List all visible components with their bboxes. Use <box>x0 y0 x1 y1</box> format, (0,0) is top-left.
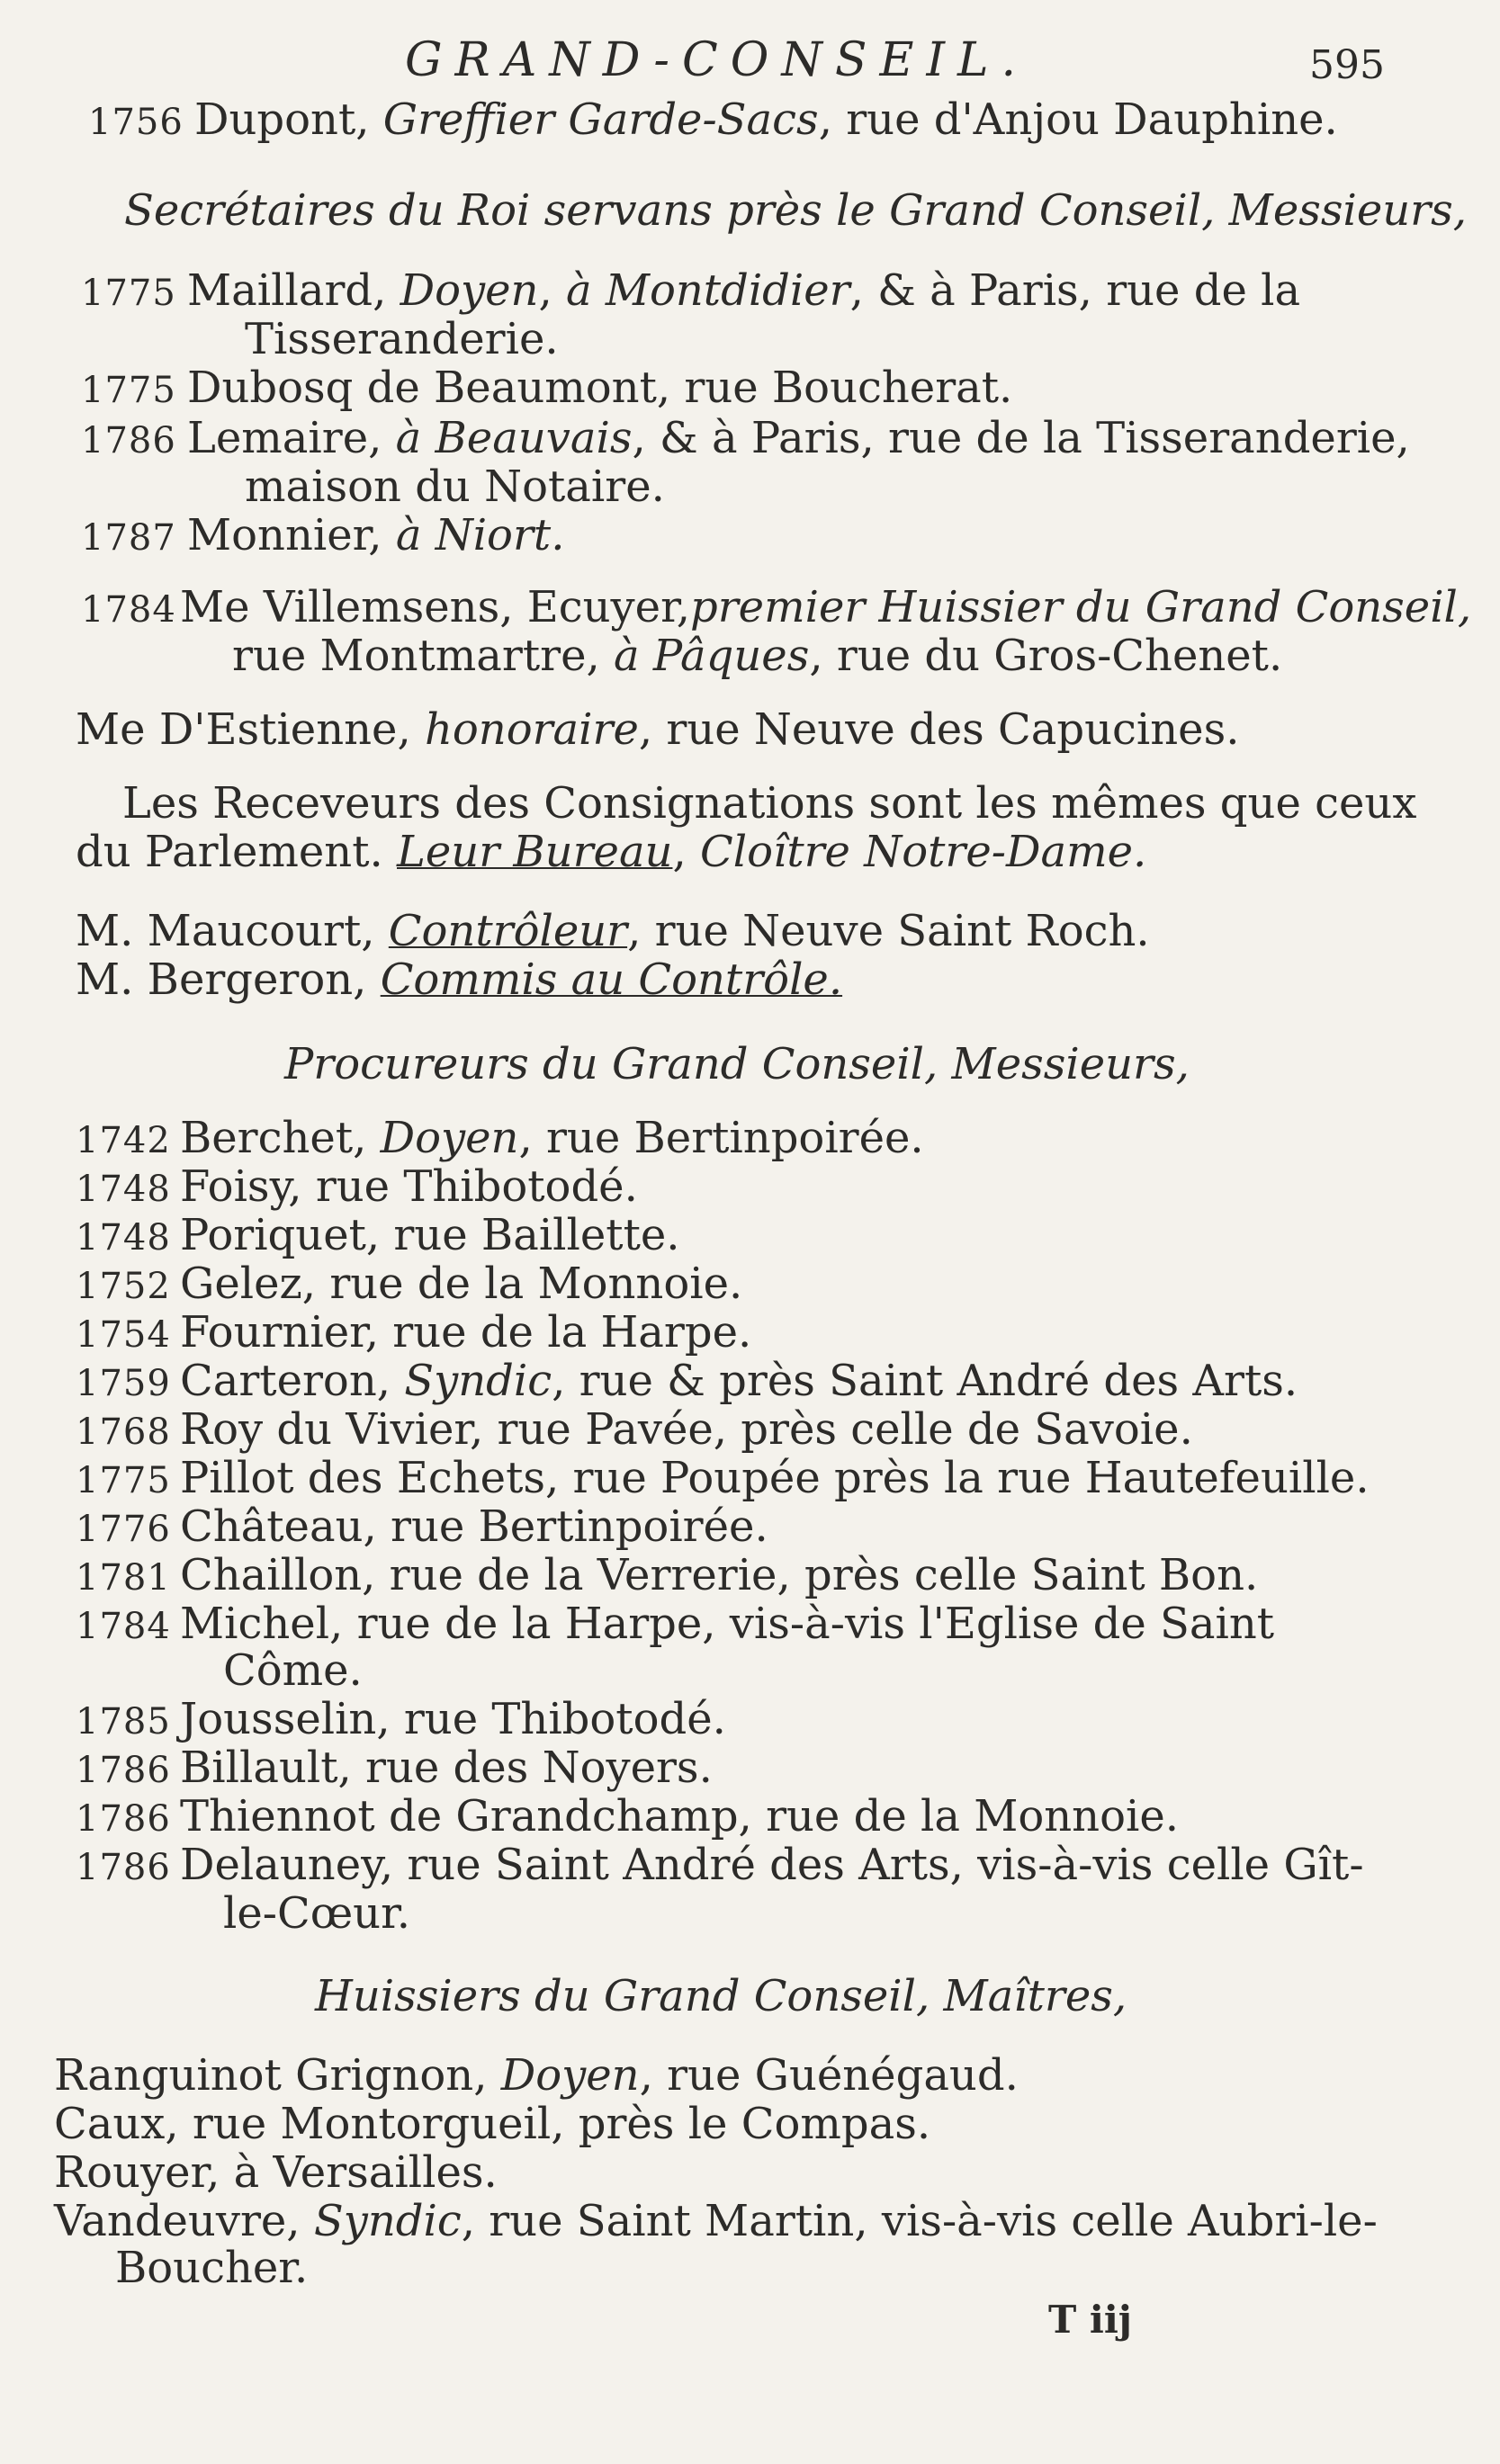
section-heading-procureurs: Procureurs du Grand Conseil, Messieurs, <box>284 1039 1190 1089</box>
table-row <box>76 1502 768 1554</box>
section-heading-huissiers: Huissiers du Grand Conseil, Maîtres, <box>315 1971 1127 2021</box>
entry-name: Dupont, <box>194 94 370 145</box>
honoraire-entry <box>76 705 1239 754</box>
entry-role: Commis au Contrôle. <box>380 954 843 1005</box>
entry-name: Me Villemsens, Ecuyer, <box>180 582 690 632</box>
entry-year: 1781 <box>76 1557 171 1599</box>
entry-role: Doyen <box>400 265 539 316</box>
entry-address: , rue Guénégaud. <box>639 2050 1019 2101</box>
entry-name: Monnier, <box>187 510 396 560</box>
list-item <box>54 2197 1378 2245</box>
entry-name: Vandeuvre, <box>54 2196 314 2246</box>
entry-address: , rue & près Saint André des Arts. <box>552 1356 1298 1406</box>
entry-address: , rue Neuve Saint Roch. <box>627 906 1150 956</box>
table-row <box>76 1792 1179 1843</box>
running-header: GRAND-CONSEIL. <box>405 33 1029 87</box>
bureau-place: Cloître Notre-Dame. <box>699 827 1147 877</box>
entry-role: Greffier Garde-Sacs <box>382 94 819 145</box>
separator: , <box>672 827 700 877</box>
entry-year: 1784 <box>76 1606 171 1647</box>
entry-text: Roy du Vivier, rue Pavée, près celle de Savoie. <box>180 1404 1193 1455</box>
page-number: 595 <box>1309 42 1385 88</box>
commis-entry <box>76 955 842 1004</box>
table-row <box>76 1211 680 1262</box>
entry-text: Pillot des Echets, rue Poupée près la rue Hautefeuille. <box>180 1453 1370 1503</box>
entry-year: 1748 <box>76 1169 171 1210</box>
entry-year: 1775 <box>81 370 176 411</box>
entry-text: Poriquet, rue Baillette. <box>180 1210 680 1260</box>
table-row-continuation: Côme. <box>223 1645 363 1696</box>
list-item <box>81 363 1012 415</box>
entry-address: , rue d'Anjou Dauphine. <box>818 94 1338 145</box>
entry-role: premier Huissier du Grand Conseil, <box>690 582 1472 632</box>
entry-address: , rue Neuve des Capucines. <box>638 704 1240 755</box>
table-row <box>76 1841 1364 1892</box>
table-row <box>76 1308 751 1359</box>
list-item-continuation: maison du Notaire. <box>245 461 665 512</box>
huissier-entry <box>81 583 1471 634</box>
receveurs-line-2 <box>76 828 1146 876</box>
entry-year: 1768 <box>76 1411 171 1453</box>
section-heading-secretaires: Secrétaires du Roi servans près le Grand Conseil, Messieurs, <box>124 185 1468 236</box>
entry-year: 1786 <box>76 1847 171 1888</box>
entry-text: Château, rue Bertinpoirée. <box>180 1501 768 1552</box>
table-row <box>76 1162 638 1214</box>
entry-year: 1784 <box>81 589 176 631</box>
entry-place: à Montdidier <box>565 265 850 316</box>
entry-address: , rue du Gros-Chenet. <box>809 631 1283 681</box>
list-item <box>81 414 1410 465</box>
entry-text: Jousselin, rue Thibotodé. <box>180 1694 726 1744</box>
bureau-label: Leur Bureau <box>397 827 673 877</box>
entry-year: 1742 <box>76 1120 171 1161</box>
table-row <box>76 1695 726 1746</box>
table-row <box>76 1743 713 1795</box>
huissier-entry-continuation <box>232 632 1282 680</box>
list-item-continuation: Boucher. <box>115 2243 309 2293</box>
entry-address: , & à Paris, rue de la <box>849 265 1301 316</box>
entry-name: Ranguinot Grignon, <box>54 2050 501 2101</box>
entry-text: Michel, rue de la Harpe, vis-à-vis l'Eglise de Saint <box>180 1599 1275 1649</box>
entry-text: Foisy, rue Thibotodé. <box>180 1161 638 1212</box>
entry-role: Doyen <box>380 1113 519 1163</box>
entry-name: M. Maucourt, <box>76 906 389 956</box>
entry-year: 1786 <box>76 1750 171 1791</box>
entry-place: à Niort. <box>395 510 565 560</box>
entry-name: Carteron, <box>180 1356 405 1406</box>
entry-name: Maillard, <box>187 265 400 316</box>
entry-year: 1775 <box>76 1460 171 1501</box>
entry-address: , rue Bertinpoirée. <box>518 1113 924 1163</box>
entry-year: 1756 <box>88 102 184 143</box>
signature-mark: T iij <box>1048 2298 1132 2342</box>
entry-name: M. Bergeron, <box>76 954 381 1005</box>
entry-year: 1754 <box>76 1314 171 1356</box>
entry-name: Lemaire, <box>187 413 396 463</box>
entry-text: Delauney, rue Saint André des Arts, vis-à-vis celle Gît- <box>180 1840 1364 1890</box>
table-row-continuation: le-Cœur. <box>223 1888 411 1939</box>
receveurs-text: du Parlement. <box>76 827 397 877</box>
entry-address: rue Montmartre, <box>232 631 615 681</box>
entry-role: Doyen <box>500 2050 640 2101</box>
list-item: Rouyer, à Versailles. <box>54 2147 498 2198</box>
top-entry <box>88 95 1338 147</box>
list-item-continuation: Tisseranderie. <box>245 314 559 364</box>
table-row <box>76 1599 1274 1651</box>
list-item <box>81 266 1300 318</box>
table-row <box>76 1551 1258 1602</box>
table-row <box>76 1454 1370 1505</box>
entry-text: Thiennot de Grandchamp, rue de la Monnoie. <box>180 1791 1179 1841</box>
entry-place: à Pâques <box>614 631 810 681</box>
entry-role: honoraire <box>424 704 639 755</box>
entry-year: 1786 <box>81 420 176 461</box>
entry-role: Syndic <box>313 2196 462 2246</box>
entry-year: 1776 <box>76 1509 171 1550</box>
entry-name: Me D'Estienne, <box>76 704 425 755</box>
entry-text: Billault, rue des Noyers. <box>180 1743 713 1793</box>
receveurs-line-1: Les Receveurs des Consignations sont les mêmes que ceux <box>122 778 1417 829</box>
entry-year: 1748 <box>76 1217 171 1259</box>
entry-role: Syndic <box>404 1356 552 1406</box>
entry-name: Berchet, <box>180 1113 381 1163</box>
entry-address: , rue Saint Martin, vis-à-vis celle Aubri-le- <box>461 2196 1378 2246</box>
entry-text: Gelez, rue de la Monnoie. <box>180 1259 743 1309</box>
entry-text: Dubosq de Beaumont, rue Boucherat. <box>187 363 1013 413</box>
entry-year: 1759 <box>76 1363 171 1404</box>
entry-place: à Beauvais <box>395 413 633 463</box>
entry-text: Fournier, rue de la Harpe. <box>180 1307 752 1357</box>
entry-address: , & à Paris, rue de la Tisseranderie, <box>632 413 1410 463</box>
separator: , <box>538 265 566 316</box>
list-item <box>81 511 564 562</box>
entry-year: 1787 <box>81 517 176 559</box>
controleur-entry <box>76 907 1150 955</box>
entry-role: Contrôleur <box>388 906 628 956</box>
list-item: Caux, rue Montorgueil, près le Compas. <box>54 2099 931 2149</box>
entry-year: 1775 <box>81 273 176 314</box>
table-row <box>76 1259 742 1311</box>
list-item <box>54 2051 1019 2100</box>
entry-year: 1786 <box>76 1798 171 1840</box>
entry-year: 1752 <box>76 1266 171 1307</box>
table-row <box>76 1114 924 1165</box>
table-row <box>76 1357 1298 1408</box>
entry-text: Chaillon, rue de la Verrerie, près celle Saint Bon. <box>180 1550 1259 1600</box>
entry-year: 1785 <box>76 1701 171 1743</box>
table-row <box>76 1405 1193 1456</box>
